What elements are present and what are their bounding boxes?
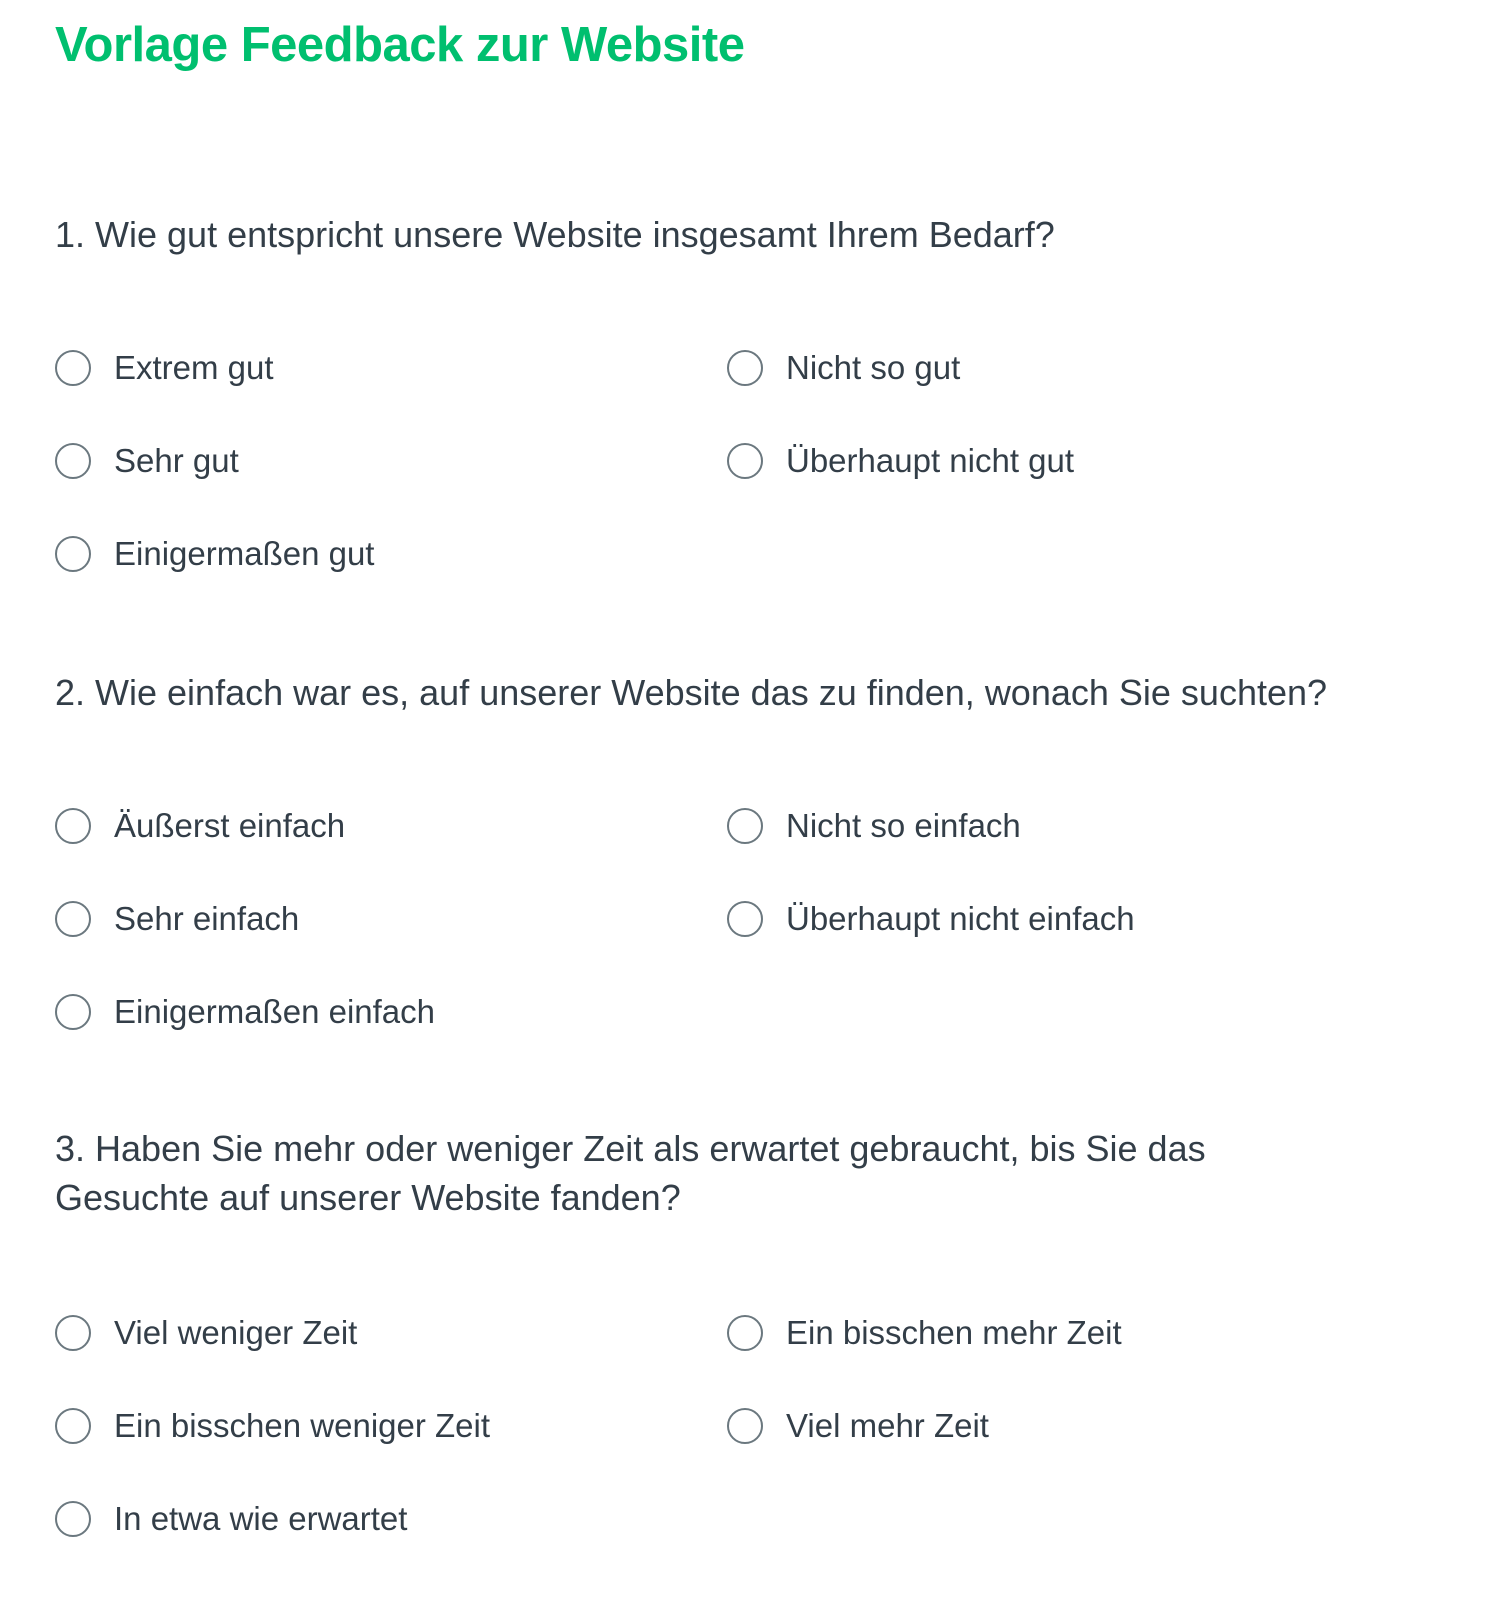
option-label: Einigermaßen einfach (114, 992, 436, 1030)
question-1 (55, 210, 1435, 600)
q3-option-viel-weniger-zeit[interactable] (55, 1286, 727, 1379)
option-label: Nicht so einfach (786, 806, 1021, 844)
question-3-text: 3. Haben Sie mehr oder weniger Zeit als erwartet gebraucht, bis Sie das Gesuchte auf unserer Website fanden? (55, 1128, 1206, 1218)
survey-title: Vorlage Feedback zur Website (55, 18, 745, 72)
q3-option-ein-bisschen-weniger-zeit[interactable] (55, 1379, 727, 1472)
question-3-options (55, 1286, 1435, 1565)
q2-option-aeusserst-einfach[interactable] (55, 779, 727, 872)
radio-button[interactable] (727, 808, 763, 844)
question-1-options (55, 321, 1435, 600)
option-label: Sehr einfach (114, 899, 300, 937)
q2-option-ueberhaupt-nicht-einfach[interactable] (727, 872, 1399, 965)
option-label: Einigermaßen gut (114, 534, 375, 572)
option-label: Viel mehr Zeit (786, 1406, 989, 1444)
question-2 (55, 668, 1435, 1058)
option-label: Viel weniger Zeit (114, 1313, 358, 1351)
q2-option-einigermassen-einfach[interactable] (55, 965, 727, 1058)
q2-option-nicht-so-einfach[interactable] (727, 779, 1399, 872)
q3-option-ein-bisschen-mehr-zeit[interactable] (727, 1286, 1399, 1379)
radio-button[interactable] (727, 1408, 763, 1444)
option-label: Sehr gut (114, 441, 239, 479)
option-label: Überhaupt nicht gut (786, 441, 1075, 479)
radio-button[interactable] (55, 901, 91, 937)
radio-button[interactable] (727, 350, 763, 386)
option-label: Äußerst einfach (114, 806, 346, 844)
q1-option-ueberhaupt-nicht-gut[interactable] (727, 414, 1399, 507)
q1-option-einigermassen-gut[interactable] (55, 507, 727, 600)
radio-button[interactable] (727, 443, 763, 479)
radio-button[interactable] (55, 350, 91, 386)
q3-option-in-etwa-wie-erwartet[interactable] (55, 1472, 727, 1565)
q1-option-nicht-so-gut[interactable] (727, 321, 1399, 414)
radio-button[interactable] (55, 1501, 91, 1537)
question-1-text: 1. Wie gut entspricht unsere Website insgesamt Ihrem Bedarf? (55, 214, 1055, 255)
radio-button[interactable] (55, 808, 91, 844)
radio-button[interactable] (55, 994, 91, 1030)
question-2-text: 2. Wie einfach war es, auf unserer Website das zu finden, wonach Sie suchten? (55, 672, 1328, 713)
option-label: Ein bisschen weniger Zeit (114, 1406, 491, 1444)
q2-option-sehr-einfach[interactable] (55, 872, 727, 965)
option-label: In etwa wie erwartet (114, 1499, 408, 1537)
radio-button[interactable] (727, 901, 763, 937)
option-label: Nicht so gut (786, 348, 961, 386)
radio-button[interactable] (55, 1315, 91, 1351)
q1-option-sehr-gut[interactable] (55, 414, 727, 507)
option-label: Ein bisschen mehr Zeit (786, 1313, 1122, 1351)
q3-option-viel-mehr-zeit[interactable] (727, 1379, 1399, 1472)
radio-button[interactable] (55, 443, 91, 479)
radio-button[interactable] (55, 1408, 91, 1444)
radio-button[interactable] (55, 536, 91, 572)
q1-option-extrem-gut[interactable] (55, 321, 727, 414)
option-label: Überhaupt nicht einfach (786, 899, 1135, 937)
question-3 (55, 1124, 1435, 1565)
question-2-options (55, 779, 1435, 1058)
radio-button[interactable] (727, 1315, 763, 1351)
option-label: Extrem gut (114, 348, 274, 386)
